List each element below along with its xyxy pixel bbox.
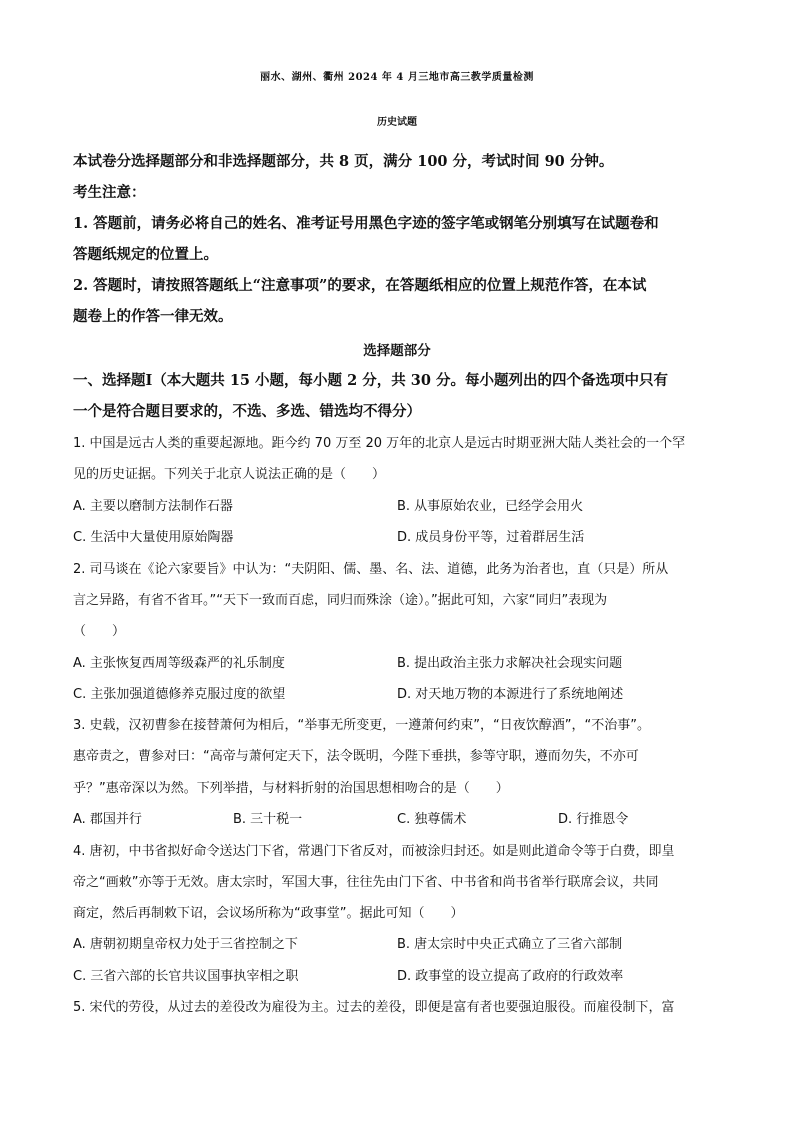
- section-title: 选择题部分: [363, 343, 431, 359]
- section-heading-line-1: 一、选择题Ⅰ（本大题共 15 小题，每小题 2 分，共 30 分。每小题列出的四个备选项中只有: [73, 372, 669, 389]
- q5-stem-line-1: 5. 宋代的劳役，从过去的差役改为雇役为主。过去的差役，即便是富有者也要强迫服役。而雇役制下，富: [73, 1000, 675, 1015]
- q3-stem-line-1: 3. 史载，汉初曹参在接替萧何为相后，“举事无所变更，一遵萧何约束”，“日夜饮醇酒”，“不治事”。: [73, 718, 650, 733]
- notice-1-line-1: 1. 答题前，请务必将自己的姓名、准考证号用黑色字迹的签字笔或钢笔分别填写在试题卷和: [73, 215, 659, 232]
- q3-option-d: D. 行推恩令: [558, 812, 629, 827]
- q4-stem-line-3: 商定，然后再制敕下诏，会议场所称为“政事堂”。据此可知（ ）: [73, 906, 464, 921]
- notice-2-line-1: 2. 答题时，请按照答题纸上“注意事项”的要求，在答题纸相应的位置上规范作答，在本试: [73, 277, 647, 294]
- q4-option-a: A. 唐朝初期皇帝权力处于三省控制之下: [73, 937, 298, 952]
- q4-option-d: D. 政事堂的设立提高了政府的行政效率: [397, 969, 624, 984]
- intro-line: 本试卷分选择题部分和非选择题部分，共 8 页，满分 100 分，考试时间 90 分钟。: [73, 153, 614, 170]
- q1-option-a: A. 主要以磨制方法制作石器: [73, 499, 233, 514]
- q1-stem-line-1: 1. 中国是远古人类的重要起源地。距今约 70 万至 20 万年的北京人是远古时期亚洲大陆人类社会的一个罕: [73, 436, 686, 451]
- q1-option-d: D. 成员身份平等，过着群居生活: [397, 530, 585, 545]
- notice-label: 考生注意：: [73, 184, 146, 201]
- q3-option-a: A. 郡国并行: [73, 812, 142, 827]
- exam-subtitle: 历史试题: [377, 117, 417, 128]
- q2-stem-line-2: 言之异路，有省不省耳。”“天下一致而百虑，同归而殊涂（途）。”据此可知，六家“同归”表现为: [73, 593, 608, 608]
- q3-option-c: C. 独尊儒术: [397, 812, 467, 827]
- q3-stem-line-3: 乎？”惠帝深以为然。下列举措，与材料折射的治国思想相吻合的是（ ）: [73, 781, 509, 796]
- q4-option-b: B. 唐太宗时中央正式确立了三省六部制: [397, 937, 623, 952]
- q4-stem-line-2: 帝之“画敕”亦等于无效。唐太宗时，军国大事，往往先由门下省、中书省和尚书省举行联席会议，共同: [73, 875, 659, 890]
- q1-option-b: B. 从事原始农业，已经学会用火: [397, 499, 584, 514]
- notice-2-line-2: 题卷上的作答一律无效。: [73, 308, 233, 325]
- q2-option-a: A. 主张恢复西周等级森严的礼乐制度: [73, 656, 285, 671]
- notice-1-line-2: 答题纸规定的位置上。: [73, 246, 218, 263]
- q3-stem-line-2: 惠帝责之，曹参对曰：“高帝与萧何定天下，法令既明，今陛下垂拱，参等守职，遵而勿失，不亦可: [73, 749, 639, 764]
- q1-option-c: C. 生活中大量使用原始陶器: [73, 530, 234, 545]
- q3-option-b: B. 三十税一: [233, 812, 303, 827]
- q1-stem-line-2: 见的历史证据。下列关于北京人说法正确的是（ ）: [73, 467, 386, 482]
- exam-title: 丽水、湖州、衢州 2024 年 4 月三地市高三教学质量检测: [260, 72, 534, 83]
- section-heading-line-2: 一个是符合题目要求的，不选、多选、错选均不得分）: [73, 403, 421, 420]
- q2-option-b: B. 提出政治主张力求解决社会现实问题: [397, 656, 623, 671]
- q4-option-c: C. 三省六部的长官共议国事执宰相之职: [73, 969, 299, 984]
- q2-stem-line-1: 2. 司马谈在《论六家要旨》中认为：“夫阴阳、儒、墨、名、法、道德，此务为治者也，直（只是）所从: [73, 562, 669, 577]
- q2-stem-line-3: （ ）: [73, 624, 126, 639]
- q2-option-d: D. 对天地万物的本源进行了系统地阐述: [397, 687, 624, 702]
- q4-stem-line-1: 4. 唐初，中书省拟好命令送达门下省，常遇门下省反对，而被涂归封还。如是则此道命令等于白费，即皇: [73, 844, 675, 859]
- q2-option-c: C. 主张加强道德修养克服过度的欲望: [73, 687, 286, 702]
